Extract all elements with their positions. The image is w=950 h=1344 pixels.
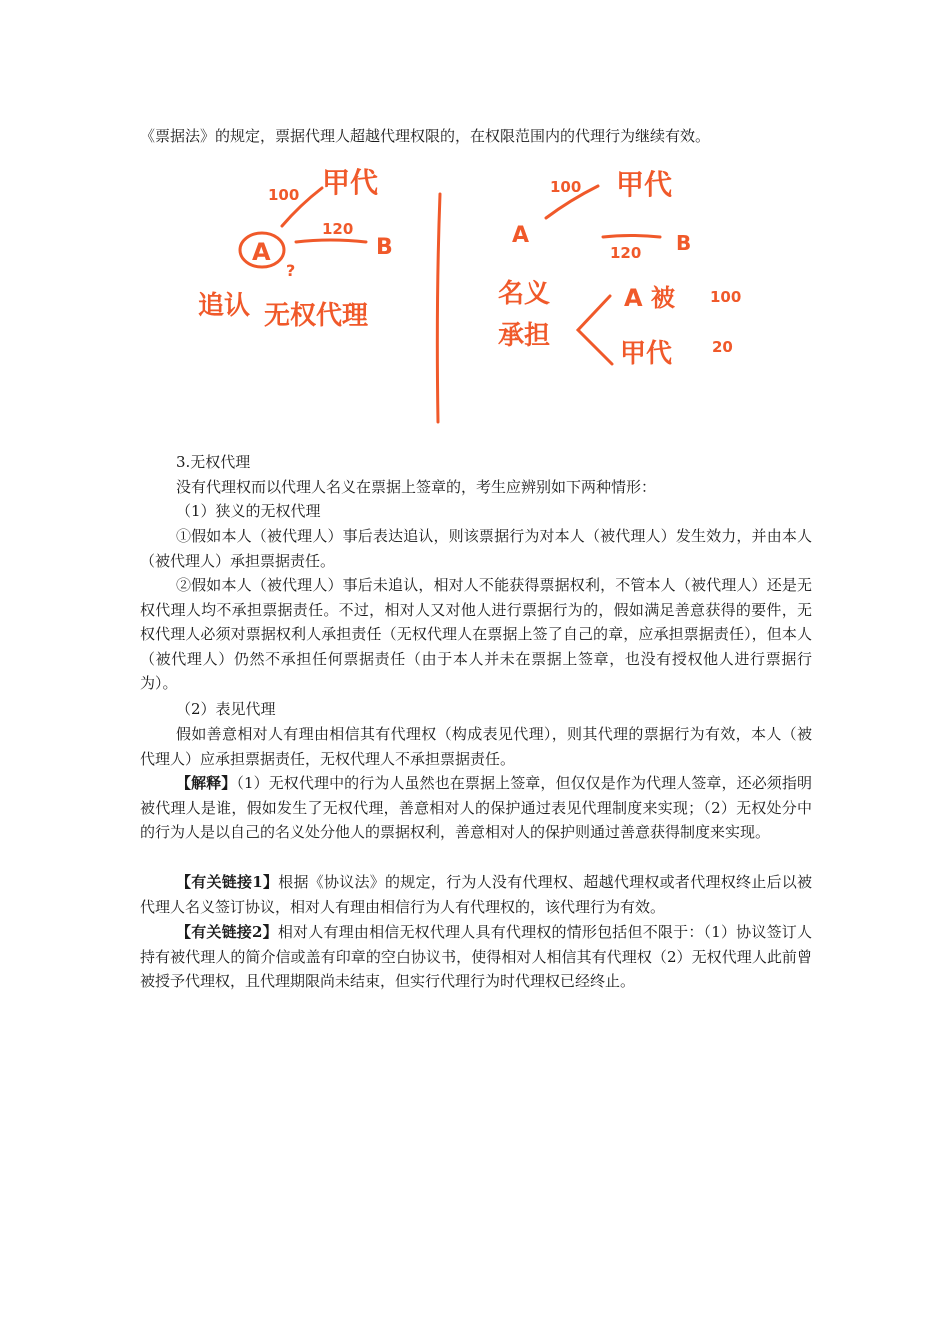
- right-amt-20: 20: [712, 338, 733, 356]
- intro-line: 《票据法》的规定，票据代理人超越代理权限的，在权限范围内的代理行为继续有效。: [140, 127, 711, 145]
- right-a-label: A: [512, 223, 530, 248]
- sub2-title: （2）表见代理: [176, 700, 276, 718]
- item1-paragraph: ①假如本人（被代理人）事后表达追认，则该票据行为对本人（被代理人）发生效力，并由本人（被代理人）承担票据责任。: [140, 527, 812, 570]
- left-b-label: B: [376, 235, 393, 260]
- left-jia-dai: 甲代: [322, 166, 379, 199]
- link2-text: 相对人有理由相信无权代理人具有代理权的情形包括但不限于：（1）协议签订人持有被代理人的简介信或盖有印章的空白协议书，使得相对人相信其有代理权（2）无权代理人此前曾被授予代理权，且代理期限尚未结束，但实行代理行为时代理权已经终止。: [140, 923, 812, 990]
- left-lower-stroke: [296, 240, 366, 242]
- item2-paragraph: ②假如本人（被代理人）事后未追认，相对人不能获得票据权利，不管本人（被代理人）还是无权代理人均不承担票据责任。不过，相对人又对他人进行票据行为的，假如满足善意获得的要件，无权代理人必须对票据权利人承担责任（无权代理人在票据上签了自己的章，应承担票据责任），但本人（被代理人）仍然不承担任何票据责任（由于本人并未在票据上签章，也没有授权他人进行票据行为）。: [140, 576, 812, 692]
- left-question: ?: [286, 261, 296, 280]
- right-a-bei: A 被: [624, 284, 675, 312]
- section-intro: 没有代理权而以代理人名义在票据上签章的，考生应辨别如下两种情形：: [176, 478, 657, 496]
- left-wuquan-daili: 无权代理: [264, 301, 369, 331]
- right-jia-dai-2: 甲代: [620, 339, 673, 369]
- handwritten-sketch: [0, 0, 950, 440]
- explain-label: 【解释】: [176, 774, 237, 792]
- sub1-title: （1）狭义的无权代理: [176, 502, 321, 520]
- link1-paragraph: [140, 870, 812, 919]
- right-jia-dai: 甲代: [616, 168, 673, 201]
- link1-text: 根据《协议法》的规定，行为人没有代理权、超越代理权或者代理权终止后以被代理人名义签订协议，相对人有理由相信行为人有代理权的，该代理行为有效。: [140, 873, 812, 916]
- right-lower-stroke: [603, 236, 660, 238]
- link2-paragraph: [140, 920, 812, 994]
- right-mingyi: 名义: [498, 279, 551, 309]
- right-b-label: B: [676, 231, 692, 255]
- explain-paragraph: [140, 771, 812, 845]
- left-amount-100: 100: [268, 186, 300, 204]
- right-amt-100: 100: [710, 288, 742, 306]
- explain-text: （1）无权代理中的行为人虽然也在票据上签章，但仅仅是作为代理人签章，还必须指明被代理人是谁，假如发生了无权代理，善意相对人的保护通过表见代理制度来实现；（2）无权处分中的行为人是以自己的名义处分他人的票据权利，善意相对人的保护则通过善意获得制度来实现。: [140, 774, 812, 841]
- right-chengdan: 承担: [498, 321, 551, 351]
- link1-label: 【有关链接1】: [176, 873, 279, 891]
- left-a-label: A: [252, 238, 271, 266]
- divider-line: [437, 194, 440, 422]
- right-amount-100: 100: [550, 178, 582, 196]
- link2-label: 【有关链接2】: [176, 923, 278, 941]
- left-zhuiren: 追认: [198, 291, 251, 321]
- right-amount-120: 120: [610, 244, 642, 262]
- right-bracket: [578, 296, 612, 364]
- left-amount-120: 120: [322, 220, 354, 238]
- section-title: 3.无权代理: [176, 453, 251, 471]
- item3-paragraph: 假如善意相对人有理由相信其有代理权（构成表见代理），则其代理的票据行为有效，本人（被代理人）应承担票据责任，无权代理人不承担票据责任。: [140, 725, 812, 768]
